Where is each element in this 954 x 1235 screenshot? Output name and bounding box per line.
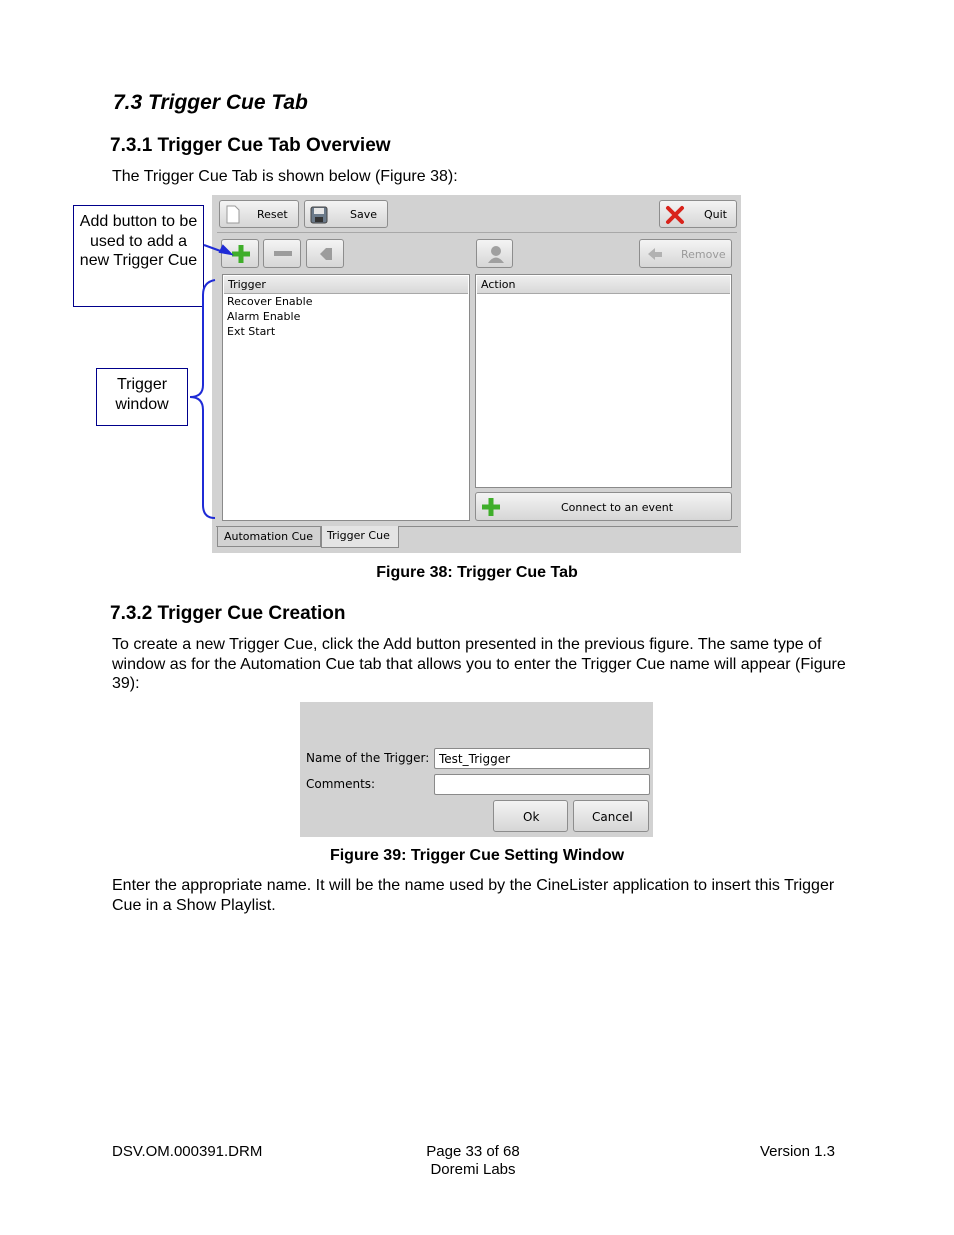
action-column-header[interactable]: Action [477, 276, 730, 294]
figure39-caption: Figure 39: Trigger Cue Setting Window [329, 847, 625, 864]
subsection-heading-overview: 7.3.1 Trigger Cue Tab Overview [110, 135, 391, 156]
add-button-arrowhead [220, 246, 231, 254]
footer-doc-id: DSV.OM.000391.DRM [112, 1143, 263, 1160]
quit-label: Quit [704, 208, 727, 221]
tab-automation-cue[interactable]: Automation Cue [217, 527, 321, 547]
trigger-column-header[interactable]: Trigger [224, 276, 468, 294]
footer-company: Doremi Labs [430, 1161, 516, 1178]
connect-label: Connect to an event [561, 501, 674, 514]
footer-page-number: Page 33 of 68 [426, 1143, 520, 1160]
trigger-window-callout: Trigger window [96, 368, 188, 426]
comments-label: Comments: [306, 777, 376, 791]
figure38-caption: Figure 38: Trigger Cue Tab [376, 564, 578, 581]
closing-paragraph: Enter the appropriate name. It will be the name used by the CineLister application to insert this Trigger Cue in a Show Playlist. [112, 877, 835, 914]
trigger-name-input[interactable]: Test_Trigger [434, 748, 650, 769]
section-heading: 7.3 Trigger Cue Tab [113, 91, 308, 114]
subsection-heading-creation: 7.3.2 Trigger Cue Creation [110, 603, 346, 624]
footer-version: Version 1.3 [759, 1143, 835, 1160]
trigger-name-label: Name of the Trigger: [306, 751, 430, 765]
trigger-cue-setting-window [300, 702, 653, 837]
reset-label: Reset [257, 208, 288, 221]
trigger-item[interactable]: Recover Enable [227, 295, 313, 308]
tab-trigger-cue[interactable]: Trigger Cue [321, 526, 399, 548]
comments-input[interactable] [434, 774, 650, 795]
cancel-button[interactable]: Cancel [573, 800, 649, 832]
intro-paragraph: The Trigger Cue Tab is shown below (Figure 38): [112, 168, 458, 185]
trigger-item[interactable]: Ext Start [227, 325, 276, 338]
trigger-window-brace [190, 280, 215, 518]
ok-button[interactable]: Ok [493, 800, 568, 832]
add-button-callout: Add button to be used to add a new Trigger Cue [73, 205, 204, 307]
trigger-item[interactable]: Alarm Enable [227, 310, 301, 323]
creation-paragraph: To create a new Trigger Cue, click the Add button presented in the previous figure. The same type of window as for the Automation Cue tab that allows you to enter the Trigger Cue name will appear (Figure 39): [112, 636, 846, 692]
save-label: Save [350, 208, 378, 221]
remove-label: Remove [681, 248, 726, 261]
